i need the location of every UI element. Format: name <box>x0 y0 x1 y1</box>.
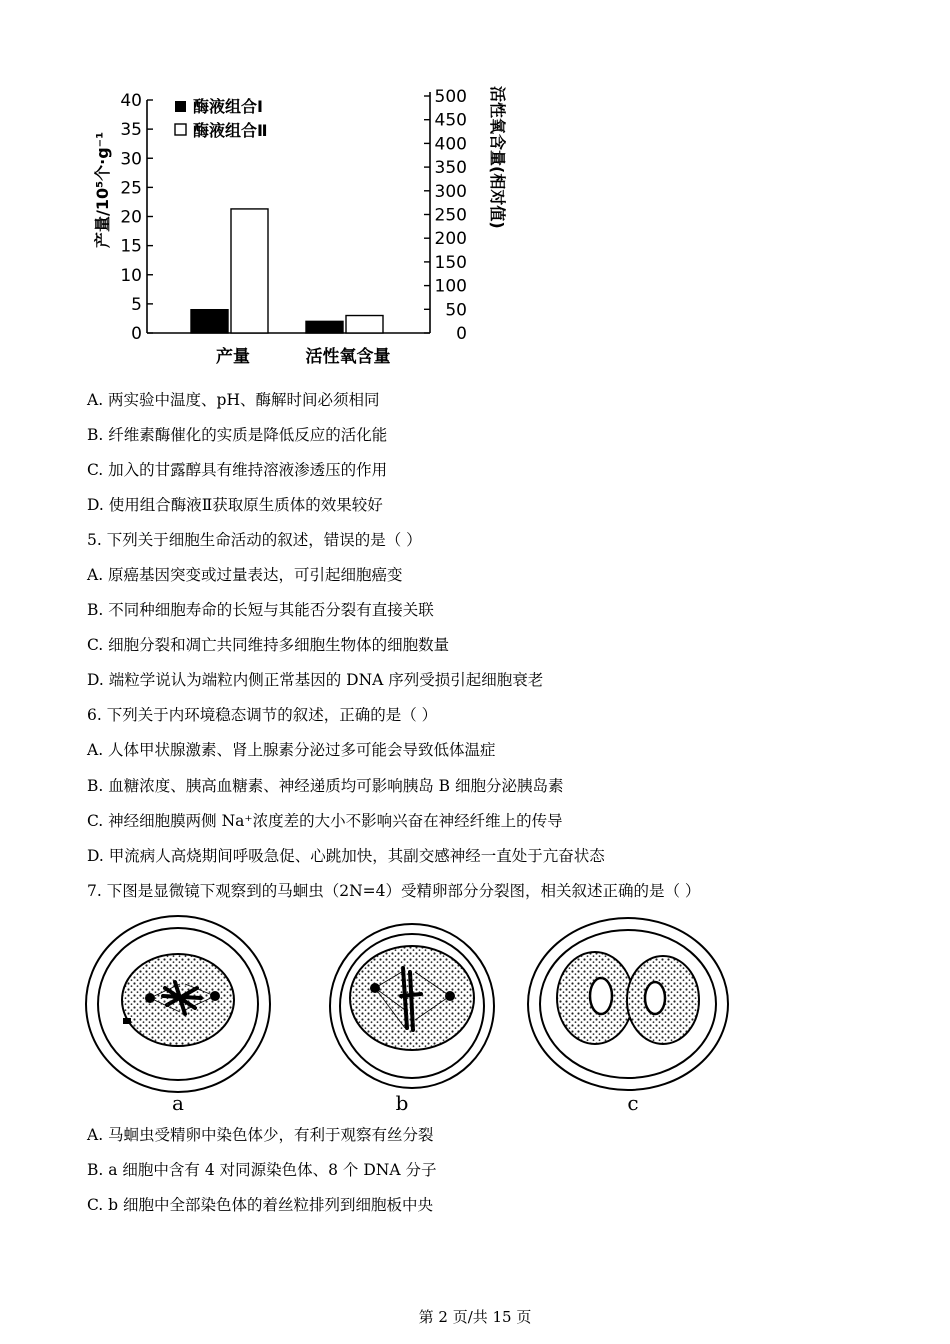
right-tick-label: 500 <box>434 87 467 107</box>
right-tick-label: 200 <box>434 229 467 250</box>
q7-option-a: A. 马蛔虫受精卵中染色体少，有利于观察有丝分裂 <box>87 1126 434 1144</box>
cell-c-image <box>528 918 728 1090</box>
cell-a-label: a <box>172 1091 184 1115</box>
legend-swatch-2 <box>175 124 186 135</box>
x-category-2: 活性氧含量 <box>305 347 391 367</box>
cell-b-label: b <box>395 1091 409 1115</box>
chart-legend <box>175 97 268 140</box>
chart-axes <box>147 92 430 333</box>
cell-c-label: c <box>627 1091 639 1115</box>
bars <box>191 209 383 333</box>
q5-option-a: A. 原癌基因突变或过量表达，可引起细胞癌变 <box>87 566 403 584</box>
left-tick-label: 20 <box>120 207 142 228</box>
left-tick-label: 10 <box>120 265 142 286</box>
q4-option-d: D. 使用组合酶液Ⅱ获取原生质体的效果较好 <box>87 496 383 514</box>
right-tick-label: 400 <box>434 134 467 155</box>
q5-option-d: D. 端粒学说认为端粒内侧正常基因的 DNA 序列受损引起细胞衰老 <box>87 671 544 689</box>
q4-option-b: B. 纤维素酶催化的实质是降低反应的活化能 <box>87 426 388 444</box>
q6-stem: 6. 下列关于内环境稳态调节的叙述，正确的是（ ） <box>87 706 438 724</box>
q5-option-c: C. 细胞分裂和凋亡共同维持多细胞生物体的细胞数量 <box>87 636 450 654</box>
x-category-1: 产量 <box>216 347 250 367</box>
cell-b-image <box>330 924 494 1088</box>
legend-label-2: 酶液组合Ⅱ <box>193 121 268 140</box>
y-axis-left-label: 产量/10⁵个·g⁻¹ <box>93 131 112 248</box>
right-tick-label: 300 <box>434 181 467 202</box>
legend-label-1: 酶液组合Ⅰ <box>193 97 263 116</box>
q7-option-c: C. b 细胞中全部染色体的着丝粒排列到细胞板中央 <box>87 1196 434 1214</box>
q4-option-a: A. 两实验中温度、pH、酶解时间必须相同 <box>87 391 380 409</box>
q6-option-a: A. 人体甲状腺激素、肾上腺素分泌过多可能会导致低体温症 <box>87 741 496 759</box>
right-tick-label: 350 <box>434 158 467 179</box>
q7-option-b: B. a 细胞中含有 4 对同源染色体、8 个 DNA 分子 <box>87 1161 437 1179</box>
bar-chart <box>85 78 525 378</box>
right-tick-label: 150 <box>434 252 467 273</box>
left-tick-label: 25 <box>120 178 142 199</box>
left-tick-label: 5 <box>131 294 142 315</box>
page-footer: 第 2 页/共 15 页 <box>418 1308 532 1326</box>
q7-stem: 7. 下图是显微镜下观察到的马蛔虫（2N=4）受精卵部分分裂图，相关叙述正确的是（ ） <box>87 882 701 900</box>
y-axis-right-label: 活性氧含量(相对值) <box>488 86 507 229</box>
q6-option-c: C. 神经细胞膜两侧 Na⁺浓度差的大小不影响兴奋在神经纤维上的传导 <box>87 812 563 830</box>
q6-option-b: B. 血糖浓度、胰高血糖素、神经递质均可影响胰岛 B 细胞分泌胰岛素 <box>87 777 564 795</box>
q5-option-b: B. 不同种细胞寿命的长短与其能否分裂有直接关联 <box>87 601 434 619</box>
right-tick-label: 0 <box>456 324 467 344</box>
q6-option-d: D. 甲流病人高烧期间呼吸急促、心跳加快，其副交感神经一直处于亢奋状态 <box>87 847 605 865</box>
legend-swatch-1 <box>175 101 186 112</box>
left-ticks <box>120 91 153 344</box>
left-tick-label: 40 <box>120 91 142 111</box>
cell-a-image <box>86 916 270 1092</box>
right-tick-label: 100 <box>434 276 467 297</box>
left-tick-label: 0 <box>131 324 142 344</box>
cell-division-figure <box>85 910 735 1120</box>
left-tick-label: 35 <box>120 120 142 141</box>
bar-2-series-2 <box>346 316 383 333</box>
bar-2-series-1 <box>306 321 343 333</box>
left-tick-label: 30 <box>120 149 142 170</box>
right-tick-label: 450 <box>434 110 467 131</box>
left-tick-label: 15 <box>120 236 142 257</box>
q5-stem: 5. 下列关于细胞生命活动的叙述，错误的是（ ） <box>87 531 422 549</box>
bar-1-series-1 <box>191 310 228 333</box>
bar-1-series-2 <box>231 209 268 333</box>
right-tick-label: 50 <box>445 300 467 321</box>
right-tick-label: 250 <box>434 205 467 226</box>
q4-option-c: C. 加入的甘露醇具有维持溶液渗透压的作用 <box>87 461 388 479</box>
